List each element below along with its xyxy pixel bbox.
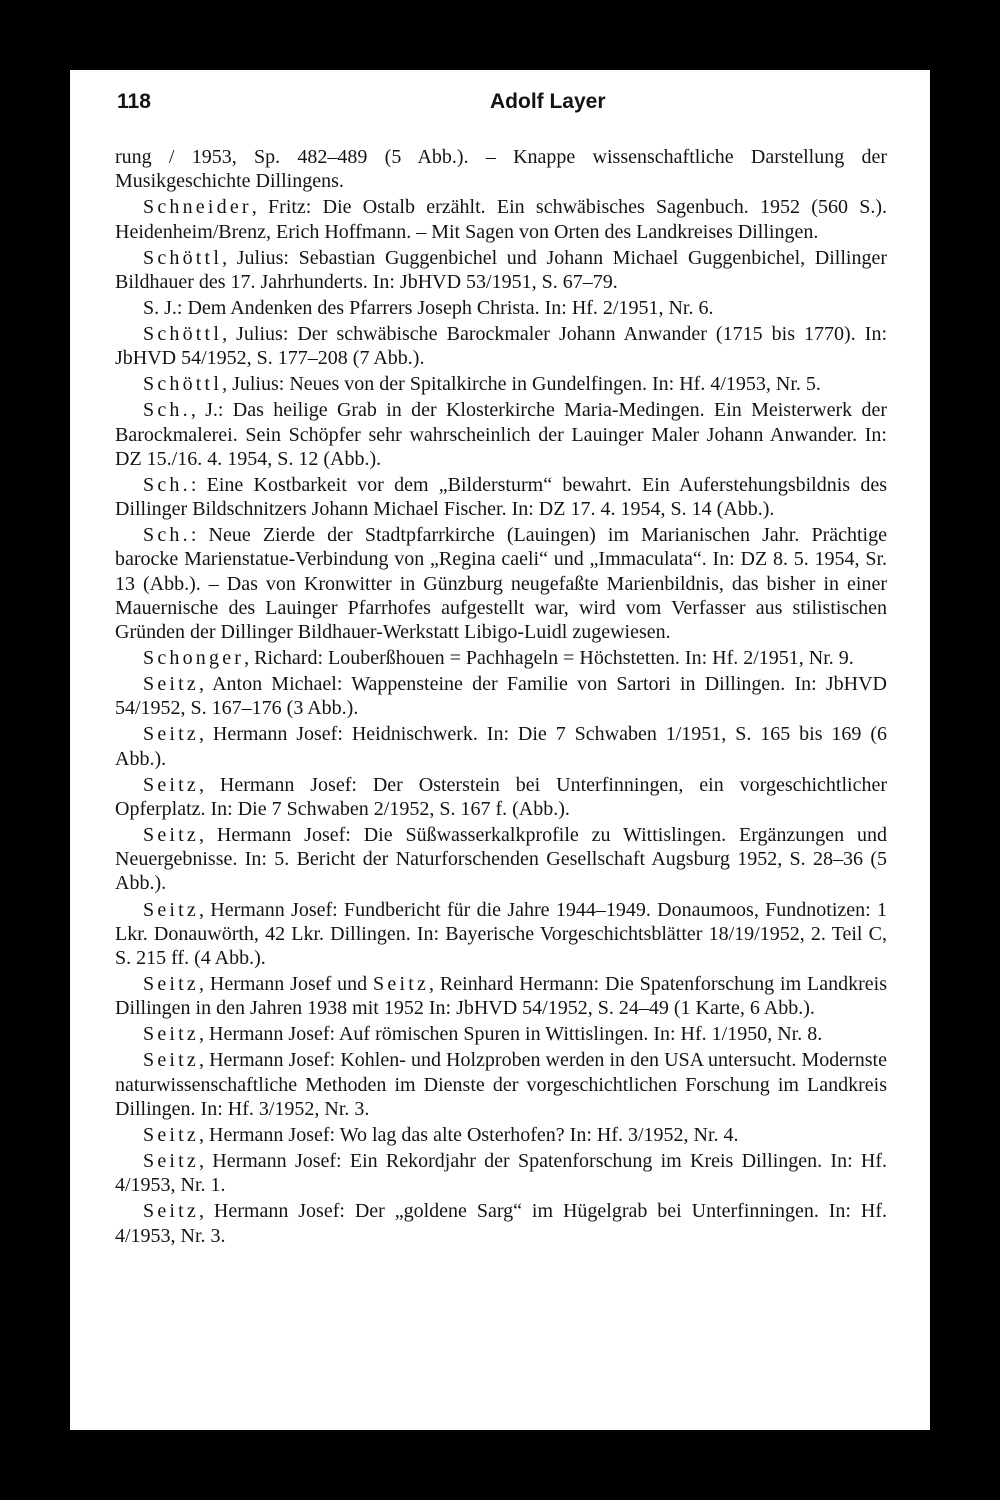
entry-text: , Hermann Josef: Ein Rekordjahr der Spatenforschung im Kreis Dillingen. In: Hf. 4/1953, Nr. 1.: [115, 1150, 887, 1197]
bibliography-entry: [115, 823, 887, 896]
entry-text: S. J.: Dem Andenken des Pfarrers Joseph Christa. In: Hf. 2/1951, Nr. 6.: [143, 296, 714, 319]
entry-text: rung / 1953, Sp. 482–489 (5 Abb.). – Knappe wissenschaftliche Darstellung der Musikgeschichte Dillingens.: [115, 146, 887, 193]
bibliography-entry: [115, 1123, 887, 1147]
entry-text: , Julius: Sebastian Guggenbichel und Johann Michael Guggenbichel, Dillinger Bildhauer des 17. Jahrhunderts. In: JbHVD 53/1951, S. 67–79.: [115, 246, 887, 293]
bibliography-entry: [115, 372, 887, 396]
bibliography-entry: [115, 398, 887, 471]
entry-text: , Hermann Josef: Die Süßwasserkalkprofile zu Wittislingen. Ergänzungen und Neuergebnisse. In: 5. Bericht der Naturforschenden Gesellschaft Augsburg 1952, S. 28–36 (5 Abb.).: [115, 824, 887, 895]
entry-author: Seitz: [143, 973, 199, 996]
entry-text: , Hermann Josef: Auf römischen Spuren in Wittislingen. In: Hf. 1/1950, Nr. 8.: [199, 1023, 823, 1046]
entry-text: , Hermann Josef und: [199, 973, 374, 996]
bibliography-entry: [115, 1199, 887, 1247]
entry-text: , Hermann Josef: Heidnischwerk. In: Die 7 Schwaben 1/1951, S. 165 bis 169 (6 Abb.).: [115, 723, 887, 770]
entry-author: Sch.: [143, 473, 191, 496]
page-number: 118: [117, 90, 151, 113]
bibliography-list: [115, 145, 887, 1250]
bibliography-entry: [115, 195, 887, 243]
entry-author: Seitz: [143, 898, 199, 921]
entry-author: Seitz: [143, 673, 199, 696]
entry-text: , Julius: Der schwäbische Barockmaler Johann Anwander (1715 bis 1770). In: JbHVD 54/1952, S. 177–208 (7 Abb.).: [115, 322, 887, 370]
entry-author: Schöttl: [143, 322, 223, 345]
entry-author: Schneider: [143, 196, 252, 219]
entry-coauthor: Seitz: [373, 973, 430, 996]
bibliography-entry: [115, 1149, 887, 1197]
entry-author: Schöttl: [143, 246, 223, 269]
entry-text: , Hermann Josef: Fundbericht für die Jahre 1944–1949. Donaumoos, Fundnotizen: 1 Lkr. Donauwörth, 42 Lkr. Dillingen. In: Bayerische Vorgeschichtsblätter 18/19/1952, 2. Teil C, S. 215 ff. (4 Abb.).: [115, 898, 887, 969]
entry-author: Schöttl: [143, 373, 223, 396]
bibliography-entry: [115, 145, 887, 193]
entry-text-continued: , Reinhard Hermann: Die Spatenforschung im Landkreis Dillingen in den Jahren 1938 mit 1952 In: JbHVD 54/1952, S. 24–49 (1 Karte, 6 Abb.).: [115, 973, 887, 1020]
entry-text: : Neue Zierde der Stadtpfarrkirche (Lauingen) im Marianischen Jahr. Prächtige barocke Marienstatue-Verbindung von „Regina caeli“ und „Immaculata“. In: DZ 8. 5. 1954, Sr. 13 (Abb.). – Das von Kronwitter in Günzburg neugefaßte Marienbildnis, das bisher in einer Mauernische des Lauinger Pfarrhofes aufgestellt war, wird vom Verfasser aus stilistischen Gründen der Dillinger Bildhauer-Werkstatt Libigo-Luidl zugewiesen.: [115, 524, 887, 643]
entry-author: Seitz: [143, 1049, 199, 1072]
bibliography-entry: [115, 473, 887, 521]
entry-text: , Julius: Neues von der Spitalkirche in Gundelfingen. In: Hf. 4/1953, Nr. 5.: [222, 373, 821, 396]
entry-author: Sch.: [143, 399, 191, 422]
bibliography-entry: [115, 672, 887, 720]
entry-author: Seitz: [143, 1200, 199, 1223]
entry-author: Seitz: [143, 723, 199, 746]
entry-text: : Eine Kostbarkeit vor dem „Bildersturm“ bewahrt. Ein Auferstehungsbildnis des Dillinger Bildschnitzers Johann Michael Fischer. In: DZ 17. 4. 1954, S. 14 (Abb.).: [115, 473, 887, 521]
bibliography-entry: [115, 296, 887, 320]
bibliography-entry: [115, 898, 887, 971]
book-page: [70, 70, 930, 1430]
entry-author: Seitz: [143, 773, 199, 796]
entry-text: , Fritz: Die Ostalb erzählt. Ein schwäbisches Sagenbuch. 1952 (560 S.). Heidenheim/Brenz, Erich Hoffmann. – Mit Sagen von Orten des Landkreises Dillingen.: [115, 196, 887, 243]
bibliography-entry: [115, 646, 887, 670]
entry-text: , Anton Michael: Wappensteine der Familie von Sartori in Dillingen. In: JbHVD 54/1952, S. 167–176 (3 Abb.).: [115, 673, 887, 720]
bibliography-entry: [115, 1048, 887, 1121]
entry-author: Seitz: [143, 1150, 199, 1173]
running-head: [117, 90, 907, 120]
entry-text: , Hermann Josef: Der Osterstein bei Unterfinningen, ein vorgeschichtlicher Opferplatz. In: Die 7 Schwaben 2/1952, S. 167 f. (Abb.).: [115, 773, 887, 820]
entry-author: Sch.: [143, 524, 191, 547]
entry-text: , J.: Das heilige Grab in der Klosterkirche Maria-Medingen. Ein Meisterwerk der Barockmalerei. Sein Schöpfer sehr wahrscheinlich der Lauinger Maler Johann Anwander. In: DZ 15./16. 4. 1954, S. 12 (Abb.).: [115, 399, 887, 470]
bibliography-entry: [115, 246, 887, 294]
entry-author: Seitz: [143, 1123, 199, 1146]
entry-text: , Richard: Louberßhouen = Pachhageln = Höchstetten. In: Hf. 2/1951, Nr. 9.: [244, 647, 854, 670]
entry-text: , Hermann Josef: Der „goldene Sarg“ im Hügelgrab bei Unterfinningen. In: Hf. 4/1953, Nr. 3.: [115, 1200, 887, 1247]
entry-author: Seitz: [143, 824, 199, 847]
entry-author: Schonger: [143, 647, 245, 670]
bibliography-entry: [115, 773, 887, 821]
bibliography-entry: [115, 1022, 887, 1046]
bibliography-entry: [115, 722, 887, 770]
running-title: Adolf Layer: [490, 90, 606, 113]
bibliography-entry: [115, 972, 887, 1020]
entry-text: , Hermann Josef: Kohlen- und Holzproben werden in den USA untersucht. Modernste naturwissenschaftliche Methoden im Dienste der vorgeschichtlichen Forschung im Landkreis Dillingen. In: Hf. 3/1952, Nr. 3.: [115, 1049, 887, 1120]
bibliography-entry: [115, 523, 887, 644]
bibliography-entry: [115, 322, 887, 370]
entry-author: Seitz: [143, 1023, 199, 1046]
entry-text: , Hermann Josef: Wo lag das alte Osterhofen? In: Hf. 3/1952, Nr. 4.: [199, 1123, 739, 1146]
